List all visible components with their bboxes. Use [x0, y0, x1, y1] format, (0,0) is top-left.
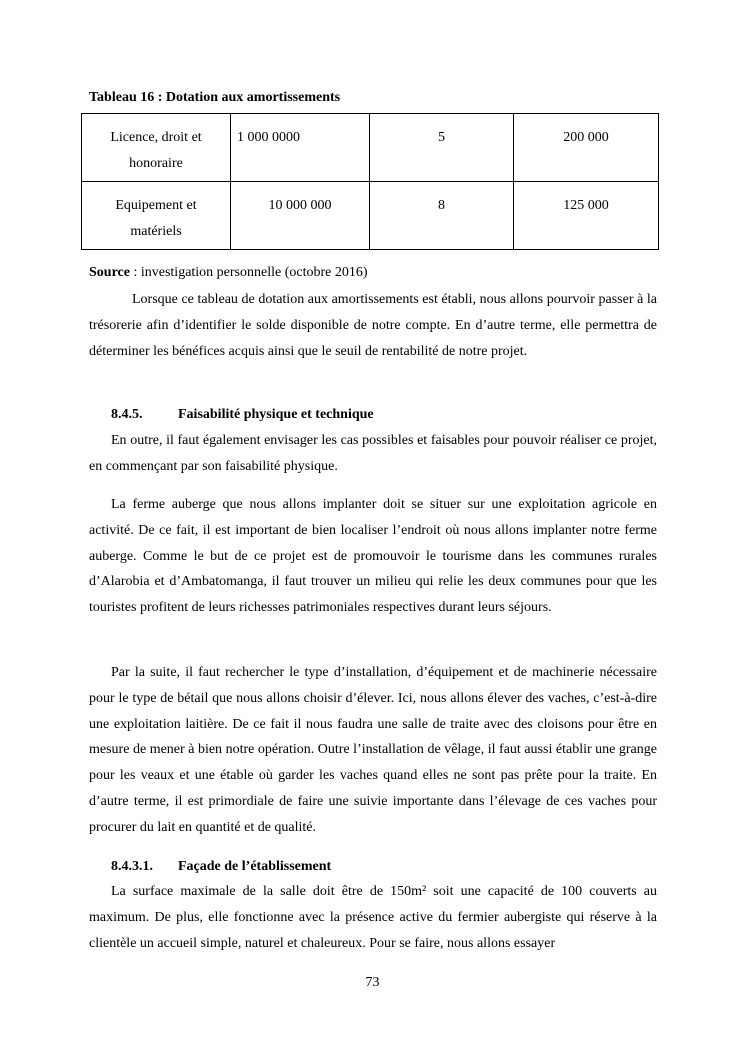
table-cell-item: Equipement et matériels: [82, 182, 231, 250]
table-cell-years: 8: [370, 182, 514, 250]
section-number: 8.4.5.: [111, 407, 143, 422]
table-cell-annual: 125 000: [514, 182, 659, 250]
table-cell-amount: 1 000 0000: [231, 114, 370, 182]
section-number: 8.4.3.1.: [111, 859, 153, 874]
paragraph: La ferme auberge que nous allons implanter doit se situer sur une exploitation agricole en activité. De ce fait, il est important de bien localiser l’endroit où nous allons implanter notre ferme auberge. Comme le but de ce projet est de promouvoir le tourisme dans les communes rurales d’Alarobia et d’Ambatomanga, il faut trouver un milieu qui relie les deux communes pour que les touristes profitent de leurs richesses patrimoniales respectives durant leurs séjours.: [89, 497, 657, 616]
table-cell-amount: 10 000 000: [231, 182, 370, 250]
section-title: Façade de l’établissement: [178, 859, 332, 874]
amortization-table: [81, 113, 659, 250]
source-label: Source: [89, 265, 130, 280]
page-number: 73: [365, 975, 380, 990]
table-source: [89, 264, 368, 282]
source-text: : investigation personnelle (octobre 2016): [129, 265, 368, 280]
table-cell-item: Licence, droit et honoraire: [82, 114, 231, 182]
table-cell-annual: 200 000: [514, 114, 659, 182]
table-row: [82, 114, 659, 182]
paragraph: En outre, il faut également envisager les cas possibles et faisables pour pouvoir réaliser ce projet, en commençant par son faisabilité physique.: [89, 433, 657, 474]
paragraph: Lorsque ce tableau de dotation aux amortissements est établi, nous allons pourvoir passer à la trésorerie afin d’identifier le solde disponible de notre compte. En d’autre terme, elle permettra de déterminer les bénéfices acquis ainsi que le seuil de rentabilité de notre projet.: [89, 292, 657, 359]
section-heading: [111, 406, 374, 424]
section-title: Faisabilité physique et technique: [178, 407, 374, 422]
table-caption: Tableau 16 : Dotation aux amortissements: [89, 90, 341, 105]
section-heading: [111, 858, 331, 876]
paragraph: La surface maximale de la salle doit être de 150m² soit une capacité de 100 couverts au maximum. De plus, elle fonctionne avec la présence active du fermier aubergiste qui réserve à la clientèle un accueil simple, naturel et chaleureux. Pour se faire, nous allons essayer: [89, 884, 657, 951]
table-row: [82, 182, 659, 250]
paragraph: Par la suite, il faut rechercher le type d’installation, d’équipement et de machinerie nécessaire pour le type de bétail que nous allons choisir d’élever. Ici, nous allons élever des vaches, c’est-à-dire une exploitation laitière. De ce fait il nous faudra une salle de traite avec des cloisons pour être en mesure de mener à bien notre opération. Outre l’installation de vêlage, il faut aussi établir une grange pour les veaux et une étable où garder les vaches quand elles ne sont pas prête pour la traite. En d’autre terme, il est primordiale de faire une suivie importante dans l’élevage de ces vaches pour procurer du lait en quantité et de qualité.: [89, 665, 657, 835]
table-cell-years: 5: [370, 114, 514, 182]
